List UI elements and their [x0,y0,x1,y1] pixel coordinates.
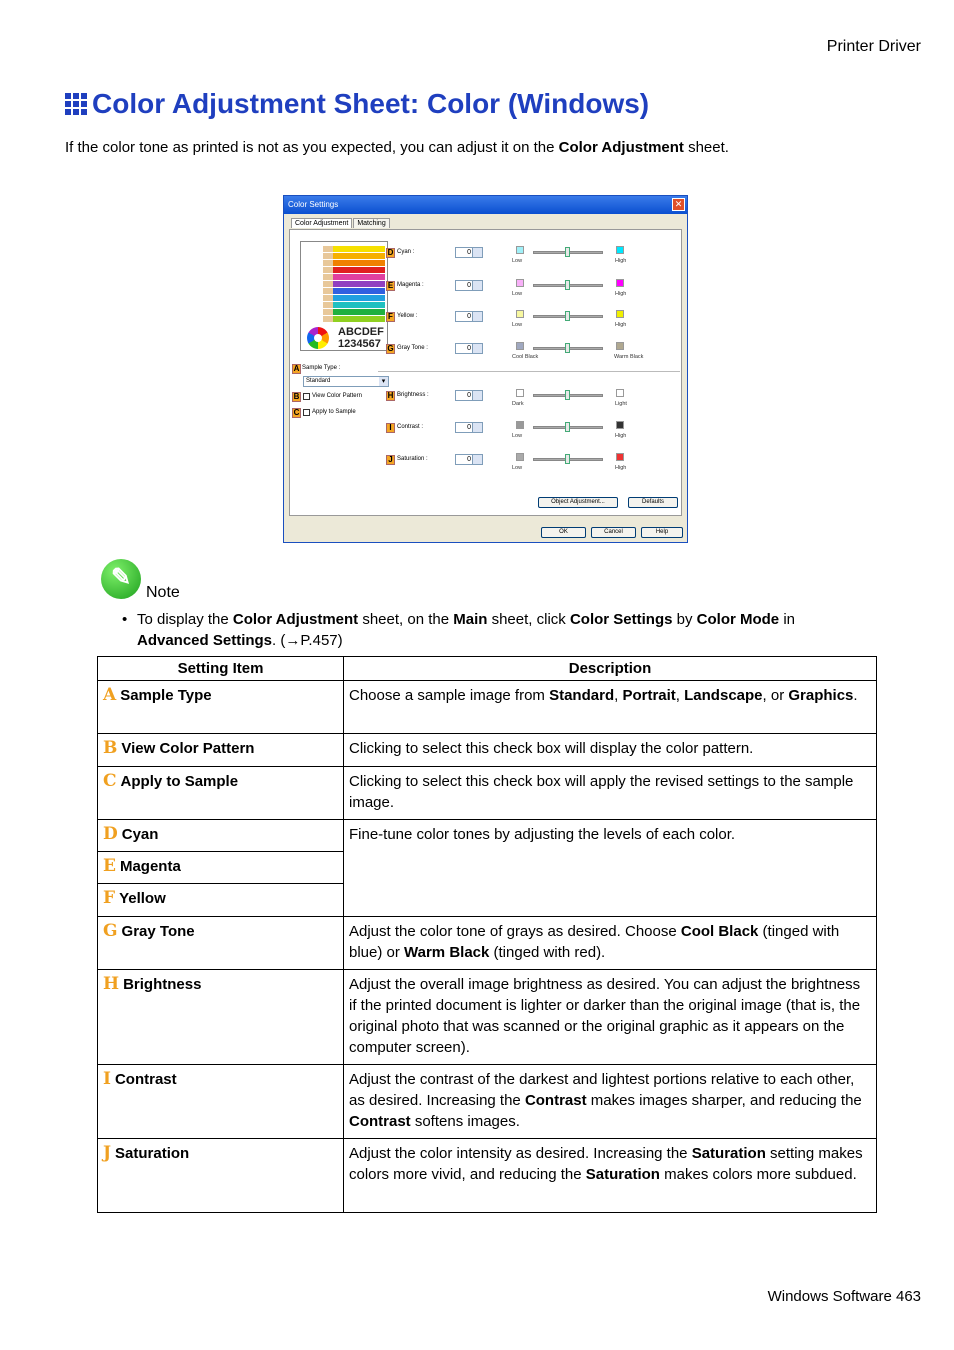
cyan-high-label: High [615,258,627,264]
sample-type-label: Sample Type : [302,365,341,371]
cancel-button[interactable]: Cancel [591,527,636,538]
item-name: Yellow [119,890,166,907]
setting-item-cell [98,1139,344,1213]
header-section-label: Printer Driver [826,38,921,55]
slider-thumb[interactable] [565,390,570,400]
setting-item-cell [98,820,344,852]
callout-letter-c: C [293,408,300,417]
pencil-graphic [323,281,385,287]
note-bullet-item [122,609,867,651]
description-cell: Clicking to select this check box will display the color pattern. [344,734,877,767]
view-color-pattern-label: View Color Pattern [312,393,362,399]
settings-table [97,656,877,1213]
yellow-low-swatch-icon [516,310,524,318]
tab-matching[interactable]: Matching [353,218,389,228]
yellow-slider[interactable] [533,315,603,318]
magenta-high-label: High [615,291,627,297]
dialog-title: Color Settings [288,200,339,209]
apply-to-sample-checkbox[interactable] [303,409,310,416]
item-name: Sample Type [120,687,212,704]
grid-icon [65,93,87,115]
item-name: Contrast [114,1071,177,1088]
tab-color-adjustment[interactable]: Color Adjustment [291,218,352,228]
pencil-graphic [323,288,385,294]
page-title [65,88,649,120]
item-letter: C [103,771,117,791]
item-letter: J [103,1143,112,1163]
item-letter: B [103,738,118,758]
slider-thumb[interactable] [565,311,570,321]
setting-item-cell [98,970,344,1065]
brightness-spinbox[interactable]: 0 [455,390,483,401]
slider-thumb[interactable] [565,280,570,290]
table-row [98,681,877,734]
cyan-spinbox[interactable]: 0 [455,247,483,258]
sample-image [300,241,388,351]
item-letter: D [103,824,118,844]
contrast-low-label: Low [512,433,523,439]
view-color-pattern-checkbox[interactable] [303,393,310,400]
saturation-low-swatch-icon [516,453,524,461]
help-button[interactable]: Help [641,527,683,538]
table-header-description: Description [344,657,877,681]
graytone-spinbox[interactable]: 0 [455,343,483,354]
table-row [98,734,877,767]
saturation-spinbox[interactable]: 0 [455,454,483,465]
setting-item-cell [98,1065,344,1139]
sample-type-select[interactable]: Standard ▾ [303,376,389,387]
brightness-label: Brightness : [397,392,429,398]
item-letter: I [103,1069,111,1089]
yellow-high-swatch-icon [616,310,624,318]
page-title-text: Color Adjustment Sheet: Color (Windows) [92,88,650,119]
magenta-low-swatch-icon [516,279,524,287]
pencil-graphic [323,260,385,266]
graytone-label: Gray Tone : [397,345,428,351]
note-text: To display the Color Adjustment sheet, on the Main sheet, click Color Settings by Color Mode in Advanced Settings. (→P.457) [137,611,795,649]
yellow-low-label: Low [512,322,523,328]
table-row [98,1065,877,1139]
item-name: Gray Tone [121,923,195,940]
table-row [98,820,877,852]
brightness-high-label: Light [615,401,627,407]
slider-thumb[interactable] [565,454,570,464]
pencil-graphic [323,267,385,273]
pencil-graphic [323,316,385,322]
magenta-spinbox[interactable]: 0 [455,280,483,291]
description-cell: Clicking to select this check box will apply the revised settings to the sample image. [344,767,877,820]
magenta-label: Magenta : [397,282,424,288]
graytone-low-swatch-icon [516,342,524,350]
item-name: Apply to Sample [120,773,239,790]
callout-letter-d: D [387,248,394,257]
ok-button[interactable]: OK [541,527,586,538]
item-name: Brightness [123,976,202,993]
object-adjustment-button[interactable]: Object Adjustment... [538,497,618,508]
item-letter: E [103,856,116,876]
graytone-low-label: Cool Black [512,354,539,360]
description-cell: Choose a sample image from Standard, Portrait, Landscape, or Graphics. [344,681,877,734]
apply-to-sample-label: Apply to Sample [312,409,356,415]
saturation-high-swatch-icon [616,453,624,461]
brightness-low-swatch-icon [516,389,524,397]
item-letter: G [103,921,118,941]
brightness-slider[interactable] [533,394,603,397]
item-name: Cyan [121,826,159,843]
callout-letter-a: A [293,364,300,373]
item-letter: F [103,888,116,908]
yellow-label: Yellow : [397,313,418,319]
contrast-label: Contrast : [397,424,424,430]
color-adjustment-panel [289,229,682,516]
pencil-graphic [323,246,385,252]
cyan-label: Cyan : [397,249,415,255]
slider-thumb[interactable] [565,422,570,432]
callout-letter-j: J [386,455,395,465]
table-row [98,917,877,970]
saturation-high-label: High [615,465,627,471]
note-label: Note [146,584,180,601]
slider-thumb[interactable] [565,247,570,257]
callout-letter-h: H [387,391,394,400]
dialog-titlebar [284,196,687,214]
contrast-spinbox[interactable]: 0 [455,422,483,433]
sample-image-text: ABCDEF 1234567 [338,326,384,350]
slider-thumb[interactable] [565,343,570,353]
description-cell: Adjust the overall image brightness as desired. You can adjust the brightness if the printed document is lighter or darker than the original image (that is, the original photo that was scanned or the original graphic as it appears on the computer screen). [344,970,877,1065]
callout-letter-i: I [386,423,395,433]
cyan-low-swatch-icon [516,246,524,254]
table-row [98,1139,877,1213]
close-icon[interactable]: ✕ [672,198,685,211]
saturation-slider[interactable] [533,458,603,461]
brightness-low-label: Dark [512,401,524,407]
yellow-spinbox[interactable]: 0 [455,311,483,322]
graytone-high-swatch-icon [616,342,624,350]
setting-item-cell [98,767,344,820]
table-header-setting-item: Setting Item [98,657,344,681]
defaults-button[interactable]: Defaults [628,497,678,508]
graytone-high-label: Warm Black [614,354,644,360]
pencil-graphic [323,253,385,259]
description-cell: Adjust the color intensity as desired. Increasing the Saturation setting makes colors more vivid, and reducing the Saturation makes colors more subdued. [344,1139,877,1213]
table-row [98,767,877,820]
pencil-graphic [323,274,385,280]
item-letter: H [103,974,120,994]
graytone-slider[interactable] [533,347,603,350]
divider [378,371,680,372]
bullet-icon: • [122,611,128,628]
contrast-high-label: High [615,433,627,439]
description-cell: Adjust the color tone of grays as desired. Choose Cool Black (tinged with blue) or Warm Black (tinged with red). [344,917,877,970]
pencil-graphic [323,302,385,308]
item-name: View Color Pattern [121,740,255,757]
color-wheel-icon [307,327,329,349]
pencil-graphic [323,295,385,301]
saturation-label: Saturation : [397,456,428,462]
contrast-low-swatch-icon [516,421,524,429]
item-letter: A [103,685,117,705]
contrast-high-swatch-icon [616,421,624,429]
magenta-high-swatch-icon [616,279,624,287]
setting-item-cell [98,681,344,734]
cyan-slider[interactable] [533,251,603,254]
color-settings-dialog [283,195,688,543]
item-name: Magenta [119,858,181,875]
pencil-graphic [323,309,385,315]
magenta-low-label: Low [512,291,523,297]
setting-item-cell [98,852,344,884]
setting-item-cell [98,734,344,767]
contrast-slider[interactable] [533,426,603,429]
note-pencil-icon [101,559,141,599]
description-cell: Adjust the contrast of the darkest and lightest portions relative to each other, as desired. Increasing the Contrast makes images sharper, and reducing the Contrast softens images. [344,1065,877,1139]
callout-letter-b: B [293,392,300,401]
table-row [98,970,877,1065]
item-name: Saturation [115,1145,190,1162]
magenta-slider[interactable] [533,284,603,287]
yellow-high-label: High [615,322,627,328]
setting-item-cell [98,884,344,917]
setting-item-cell [98,917,344,970]
footer-page-label: Windows Software 463 [767,1288,921,1305]
description-cell: Fine-tune color tones by adjusting the levels of each color. [344,820,877,917]
saturation-low-label: Low [512,465,523,471]
brightness-high-swatch-icon [616,389,624,397]
intro-paragraph: If the color tone as printed is not as you expected, you can adjust it on the Color Adjustment sheet. [65,139,729,156]
cyan-high-swatch-icon [616,246,624,254]
callout-letter-g: G [387,344,394,353]
callout-letter-e: E [387,281,394,290]
callout-letter-f: F [386,312,395,322]
cyan-low-label: Low [512,258,523,264]
